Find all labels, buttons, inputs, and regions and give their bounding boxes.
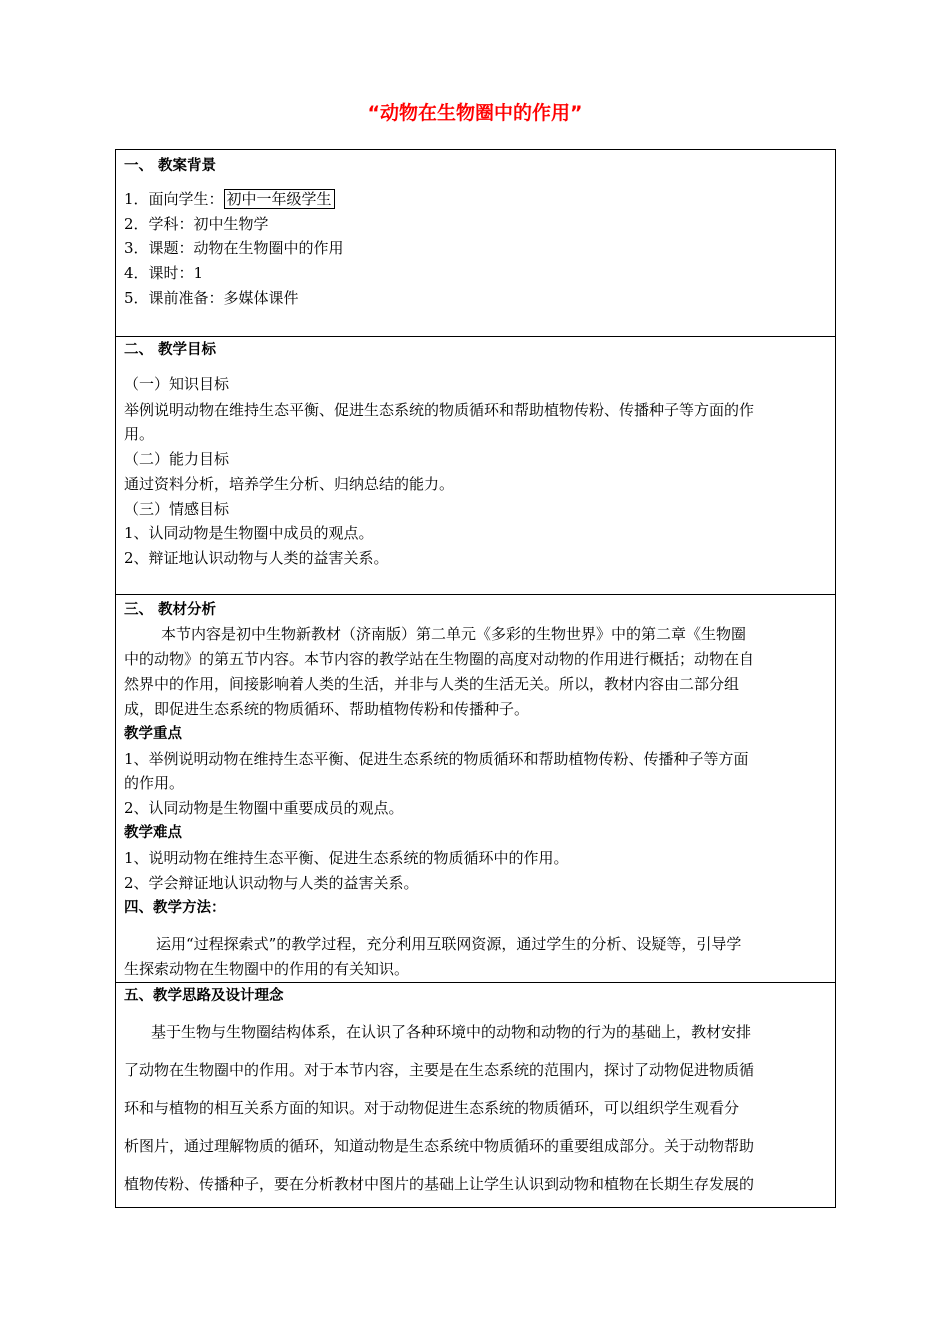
method-line-2: 生探索动物在生物圈中的作用的有关知识。 <box>124 960 410 978</box>
section-2-heading: 二、 教学目标 <box>124 342 217 358</box>
design-line-3: 环和与植物的相互关系方面的知识。对于动物促进生态系统的物质循环，可以组织学生观看分 <box>124 1099 740 1117</box>
section-1-heading: 一、 教案背景 <box>124 158 217 174</box>
target-students-value: 初中一年级学生 <box>224 189 335 209</box>
knowledge-goal-text: 举例说明动物在维持生态平衡、促进生态系统的物质循环和帮助植物传粉、传播种子等方面的作 <box>124 401 755 419</box>
ability-goal-text: 通过资料分析，培养学生分析、归纳总结的能力。 <box>124 475 455 493</box>
class-hours-line: 4．课时：1 <box>124 264 204 282</box>
preparation-line: 5．课前准备：多媒体课件 <box>124 289 299 307</box>
analysis-line-4: 成，即促进生态系统的物质循环、帮助植物传粉和传播种子。 <box>124 700 530 718</box>
document-title: “动物在生物圈中的作用” <box>367 102 583 124</box>
section-3-heading: 三、 教材分析 <box>124 602 217 618</box>
emotion-goal-item-2: 2、辩证地认识动物与人类的益害关系。 <box>124 549 389 567</box>
knowledge-goal-text-cont: 用。 <box>124 425 155 443</box>
key-point-2: 2、认同动物是生物圈中重要成员的观点。 <box>124 799 404 817</box>
section-5-heading: 五、教学思路及设计理念 <box>124 988 284 1004</box>
method-line-1: 运用“过程探索式”的教学过程，充分利用互联网资源，通过学生的分析、设疑等，引导学 <box>156 935 742 953</box>
section-divider <box>116 336 835 337</box>
difficulty-1: 1、说明动物在维持生态平衡、促进生态系统的物质循环中的作用。 <box>124 849 569 867</box>
analysis-line-3: 然界中的作用，间接影响着人类的生活，并非与人类的生活无关。所以，教材内容由二部分组 <box>124 675 740 693</box>
emotion-goal-heading: （三）情感目标 <box>124 500 230 518</box>
design-line-2: 了动物在生物圈中的作用。对于本节内容，主要是在生态系统的范围内，探讨了动物促进物质循 <box>124 1061 755 1079</box>
analysis-line-2: 中的动物》的第五节内容。本节内容的教学站在生物圈的高度对动物的作用进行概括；动物在自 <box>124 650 755 668</box>
key-point-1: 1、举例说明动物在维持生态平衡、促进生态系统的物质循环和帮助植物传粉、传播种子等方面 <box>124 750 749 768</box>
target-students-label: 1．面向学生： <box>124 190 224 208</box>
ability-goal-heading: （二）能力目标 <box>124 450 230 468</box>
subject-line: 2．学科：初中生物学 <box>124 215 269 233</box>
analysis-line-1: 本节内容是初中生物新教材（济南版）第二单元《多彩的生物世界》中的第二章《生物圈 <box>161 625 747 643</box>
section-divider <box>116 982 835 983</box>
key-points-heading: 教学重点 <box>124 726 182 742</box>
target-students-line <box>124 189 335 209</box>
design-line-4: 析图片，通过理解物质的循环，知道动物是生态系统中物质循环的重要组成部分。关于动物帮助 <box>124 1137 755 1155</box>
knowledge-goal-heading: （一）知识目标 <box>124 375 230 393</box>
section-4-heading: 四、教学方法： <box>124 900 226 916</box>
design-line-5: 植物传粉、传播种子，要在分析教材中图片的基础上让学生认识到动物和植物在长期生存发展的 <box>124 1175 755 1193</box>
difficulty-2: 2、学会辩证地认识动物与人类的益害关系。 <box>124 874 419 892</box>
key-point-1-cont: 的作用。 <box>124 774 185 792</box>
lesson-plan-table <box>115 149 836 1208</box>
section-divider <box>116 594 835 595</box>
difficulties-heading: 教学难点 <box>124 825 182 841</box>
emotion-goal-item-1: 1、认同动物是生物圈中成员的观点。 <box>124 524 374 542</box>
topic-line: 3．课题：动物在生物圈中的作用 <box>124 239 344 257</box>
design-line-1: 基于生物与生物圈结构体系，在认识了各种环境中的动物和动物的行为的基础上，教材安排 <box>151 1023 752 1041</box>
